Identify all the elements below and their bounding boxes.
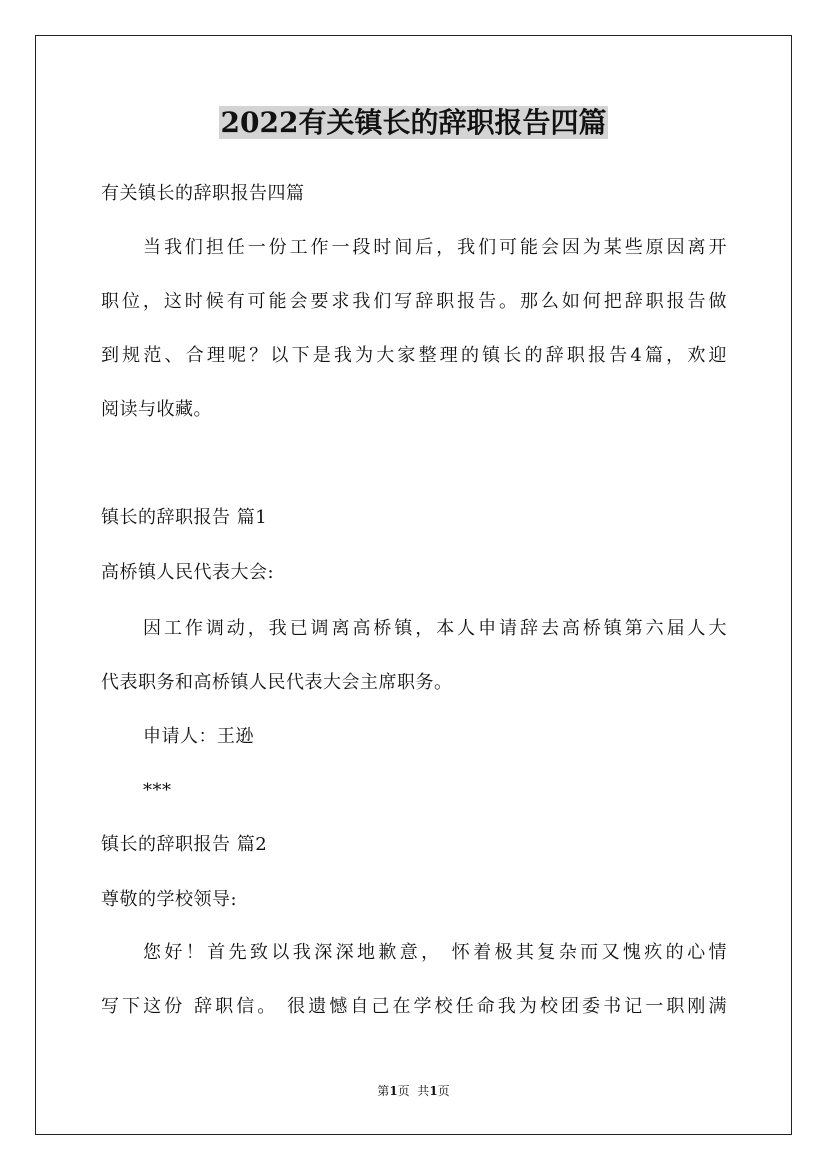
section1-body-line-1: 因工作调动，我已调离高桥镇，本人申请辞去高桥镇第六届人大 xyxy=(143,618,727,639)
footer-page-mid: 页 共 xyxy=(397,1084,430,1098)
section1-applicant: 申请人：王逊 xyxy=(143,726,254,747)
footer-page-total: 1 xyxy=(429,1084,438,1098)
footer-page-suffix: 页 xyxy=(437,1084,450,1098)
section2-salutation: 尊敬的学校领导: xyxy=(101,889,238,910)
footer-page-prefix: 第 xyxy=(377,1084,390,1098)
footer-page-current: 1 xyxy=(389,1084,398,1098)
page-footer xyxy=(0,1083,827,1099)
document-title: 2022有关镇长的辞职报告四篇 xyxy=(220,106,607,139)
section2-heading: 镇长的辞职报告 篇2 xyxy=(101,834,268,855)
section1-salutation: 高桥镇人民代表大会: xyxy=(101,562,275,583)
intro-line-4: 阅读与收藏。 xyxy=(101,399,212,420)
intro-line-1: 当我们担任一份工作一段时间后，我们可能会因为某些原因离开 xyxy=(143,237,727,258)
intro-line-2: 职位，这时候有可能会要求我们写辞职报告。那么如何把辞职报告做 xyxy=(101,291,727,312)
section1-separator: *** xyxy=(143,780,172,801)
document-subtitle: 有关镇长的辞职报告四篇 xyxy=(101,183,305,204)
section1-heading: 镇长的辞职报告 篇1 xyxy=(101,507,268,528)
section1-body-line-2: 代表职务和高桥镇人民代表大会主席职务。 xyxy=(101,672,453,693)
section2-body-line-1: 您好！首先致以我深深地歉意， 怀着极其复杂而又愧疚的心情 xyxy=(143,942,727,963)
section2-body-line-2: 写下这份 辞职信。 很遗憾自己在学校任命我为校团委书记一职刚满 xyxy=(101,996,727,1017)
intro-line-3: 到规范、合理呢？以下是我为大家整理的镇长的辞职报告4篇，欢迎 xyxy=(101,345,727,366)
